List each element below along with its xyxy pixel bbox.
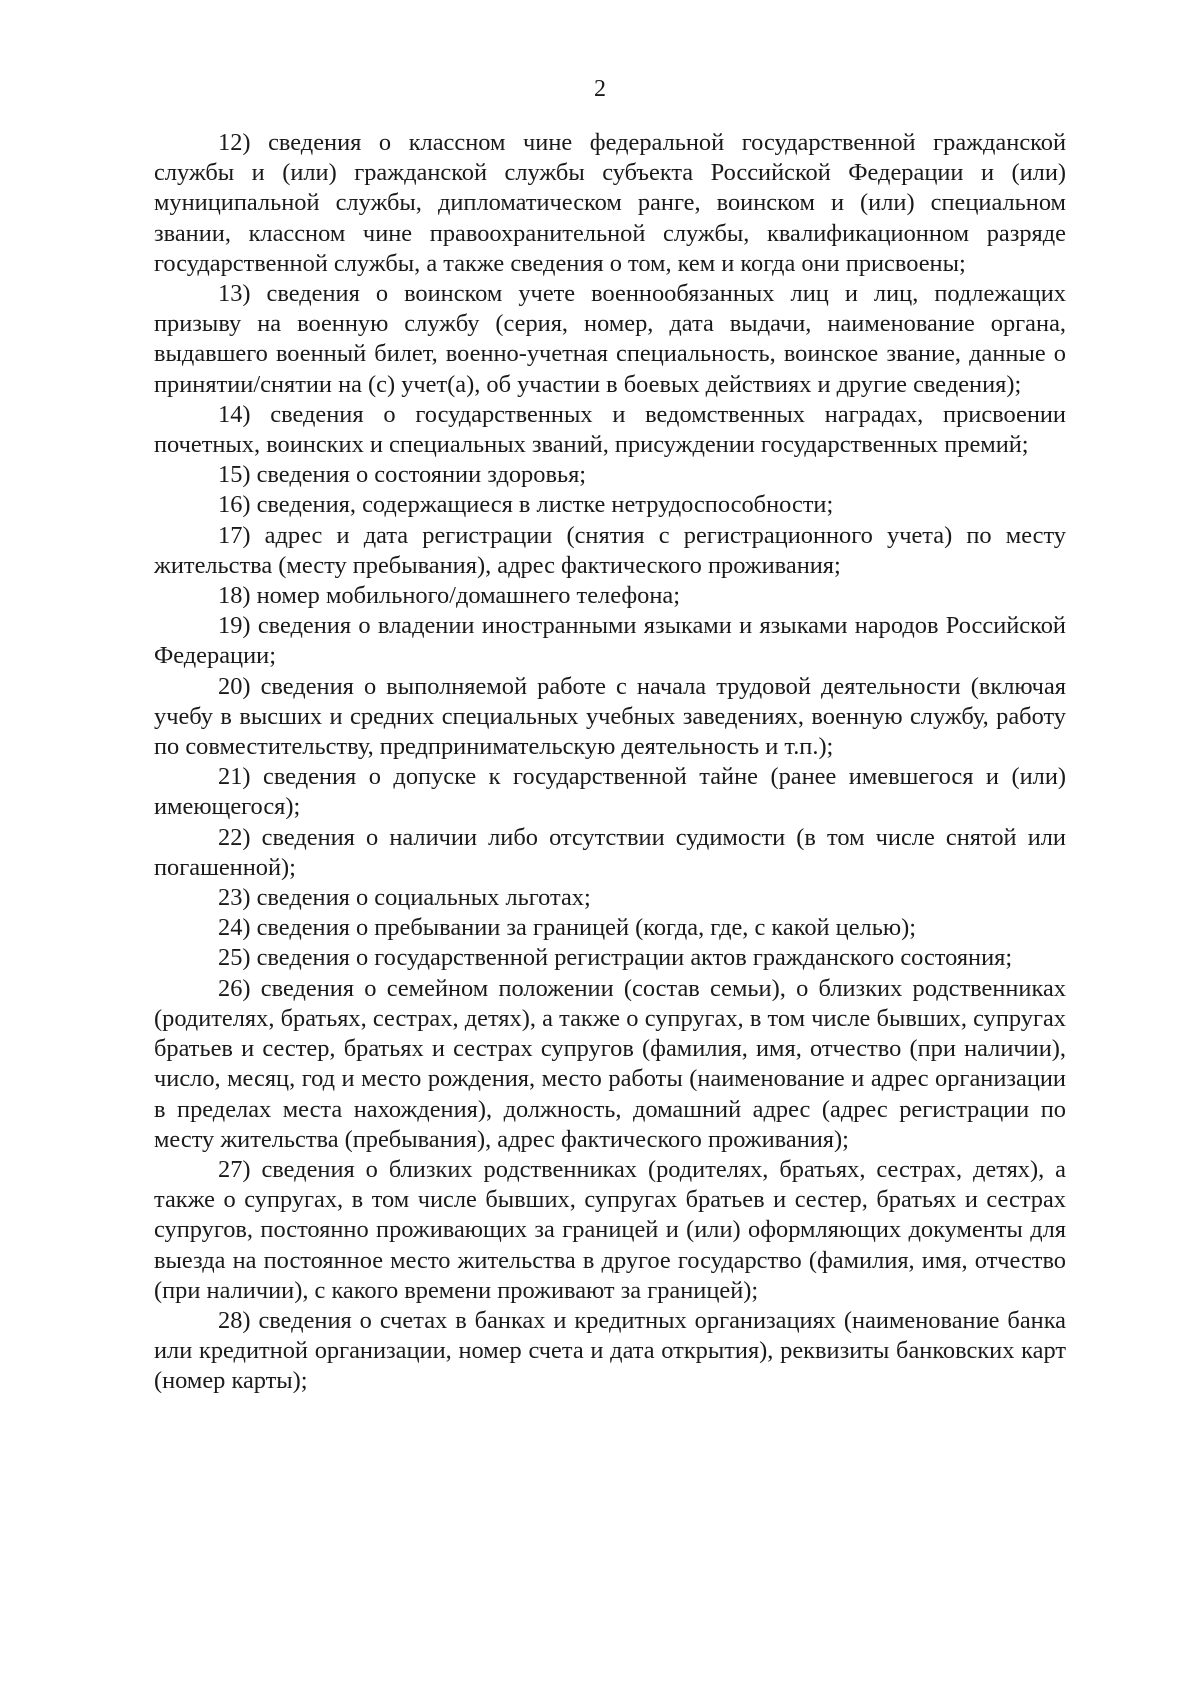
list-item-28: 28) сведения о счетах в банках и кредитных организациях (наименование банка или кредитной организации, номер счета и дата открытия), реквизиты банковских карт (номер карты);	[154, 1306, 1066, 1395]
list-item-18: 18) номер мобильного/домашнего телефона;	[218, 582, 680, 610]
list-item-21: 21) сведения о допуске к государственной тайне (ранее имевшегося и (или) имеющегося);	[154, 763, 1066, 821]
list-item-19: 19) сведения о владении иностранными языками и языками народов Российской Федерации;	[154, 612, 1066, 670]
list-item-15: 15) сведения о состоянии здоровья;	[218, 461, 587, 489]
list-item-17: 17) адрес и дата регистрации (снятия с регистрационного учета) по месту жительства (месту пребывания), адрес фактического проживания;	[154, 521, 1066, 579]
list-item-26: 26) сведения о семейном положении (состав семьи), о близких родственниках (родителях, братьях, сестрах, детях), а также о супругах, в том числе бывших, супругах братьев и сестер, братьях и сестрах супругов (фамилия, имя, отчество (при наличии), число, месяц, год и место рождения, место работы (наименование и адрес организации в пределах места нахождения), должность, домашний адрес (адрес регистрации по месту жительства (пребывания), адрес фактического проживания);	[154, 974, 1066, 1153]
list-item-27: 27) сведения о близких родственниках (родителях, братьях, сестрах, детях), а также о супругах, в том числе бывших, супругах братьев и сестер, братьях и сестрах супругов, постоянно проживающих за границей и (или) оформляющих документы для выезда на постоянное место жительства в другое государство (фамилия, имя, отчество (при наличии), с какого времени проживают за границей);	[154, 1155, 1066, 1304]
page-number: 2	[594, 76, 606, 102]
list-item-22: 22) сведения о наличии либо отсутствии судимости (в том числе снятой или погашенной);	[154, 823, 1066, 881]
list-item-13: 13) сведения о воинском учете военнообязанных лиц и лиц, подлежащих призыву на военную службу (серия, номер, дата выдачи, наименование органа, выдавшего военный билет, военно-учетная специальность, воинское звание, данные о принятии/снятии на (с) учет(а), об участии в боевых действиях и другие сведения);	[154, 280, 1066, 398]
document-body	[154, 128, 1066, 1397]
list-item-24: 24) сведения о пребывании за границей (когда, где, с какой целью);	[218, 914, 916, 942]
list-item-25: 25) сведения о государственной регистрации актов гражданского состояния;	[218, 944, 1013, 972]
list-item-12: 12) сведения о классном чине федеральной государственной гражданской службы и (или) гражданской службы субъекта Российской Федерации и (или) муниципальной службы, дипломатическом ранге, воинском и (или) специальном звании, классном чине правоохранительной службы, квалификационном разряде государственной службы, а также сведения о том, кем и когда они присвоены;	[154, 129, 1066, 277]
list-item-14: 14) сведения о государственных и ведомственных наградах, присвоении почетных, воинских и специальных званий, присуждении государственных премий;	[154, 400, 1066, 459]
list-item-16: 16) сведения, содержащиеся в листке нетрудоспособности;	[218, 491, 834, 519]
list-item-23: 23) сведения о социальных льготах;	[218, 884, 591, 912]
list-item-20: 20) сведения о выполняемой работе с начала трудовой деятельности (включая учебу в высших и средних специальных учебных заведениях, военную службу, работу по совместительству, предпринимательскую деятельность и т.п.);	[154, 672, 1066, 761]
